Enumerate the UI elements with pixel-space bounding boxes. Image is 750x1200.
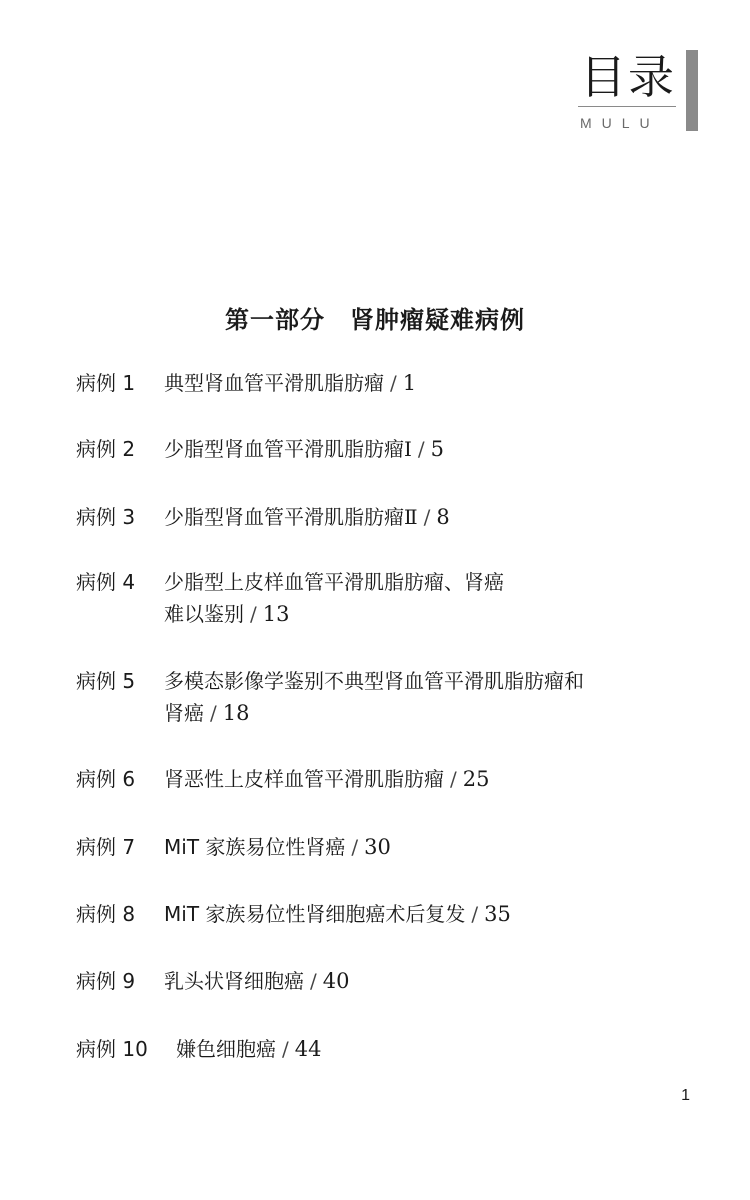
toc-entry-10[interactable] [76,1033,696,1065]
toc-entry-4[interactable] [76,566,696,630]
case-label: 病例 1 [76,371,136,395]
case-label: 病例 3 [76,505,136,529]
page-number: 5 [430,437,445,461]
case-title: MiT 家族易位性肾细胞癌术后复发 / 35 [164,902,511,926]
page-number: 13 [262,602,290,626]
roman-suffix: Ⅰ [404,437,412,461]
case-label: 病例 2 [76,437,136,461]
roman-suffix: Ⅱ [404,505,418,529]
case-title: 多模态影像学鉴别不典型肾血管平滑肌脂肪瘤和 肾癌 / 18 [164,669,584,725]
case-label: 病例 4 [76,570,136,594]
toc-entry-5[interactable] [76,665,696,729]
toc-subtitle: MULU [580,115,660,131]
toc-title: 目录 [580,50,676,104]
page-number: 25 [462,767,490,791]
case-label: 病例 5 [76,669,136,693]
section-heading: 第一部分 肾肿瘤疑难病例 [225,305,525,334]
case-label: 病例 7 [76,835,136,859]
page-number: 30 [364,835,391,859]
toc-entry-7[interactable] [76,831,696,863]
toc-header-text [578,50,676,131]
toc-entry-8[interactable] [76,898,696,930]
case-title: 典型肾血管平滑肌脂肪瘤 / 1 [164,371,417,395]
case-label: 病例 6 [76,767,136,791]
page-number: 8 [436,505,450,529]
case-title: MiT 家族易位性肾癌 / 30 [164,835,391,859]
case-title: 少脂型肾血管平滑肌脂肪瘤Ⅱ / 8 [164,505,450,529]
page-folio: 1 [681,1087,690,1104]
toc-title-rule [578,106,676,107]
case-label: 病例 9 [76,969,136,993]
case-title: 嫌色细胞癌 / 44 [176,1037,322,1061]
toc-entry-3[interactable] [76,501,696,533]
toc-entry-1[interactable] [76,367,696,399]
toc-entry-6[interactable] [76,763,696,795]
page-number: 44 [294,1037,322,1061]
toc-entry-9[interactable] [76,965,696,997]
page-number: 40 [322,969,350,993]
case-label: 病例 8 [76,902,136,926]
case-title: 少脂型肾血管平滑肌脂肪瘤Ⅰ / 5 [164,437,445,461]
page-number: 1 [402,371,417,395]
case-label: 病例 10 [76,1037,148,1061]
case-title: 肾恶性上皮样血管平滑肌脂肪瘤 / 25 [164,767,490,791]
toc-accent-bar [686,50,698,131]
case-title: 乳头状肾细胞癌 / 40 [164,969,350,993]
page-number: 18 [222,701,250,725]
toc-entry-2[interactable] [76,433,696,465]
case-title: 少脂型上皮样血管平滑肌脂肪瘤、肾癌 难以鉴别 / 13 [164,570,504,626]
page-number: 35 [484,902,511,926]
toc-header [578,50,698,131]
